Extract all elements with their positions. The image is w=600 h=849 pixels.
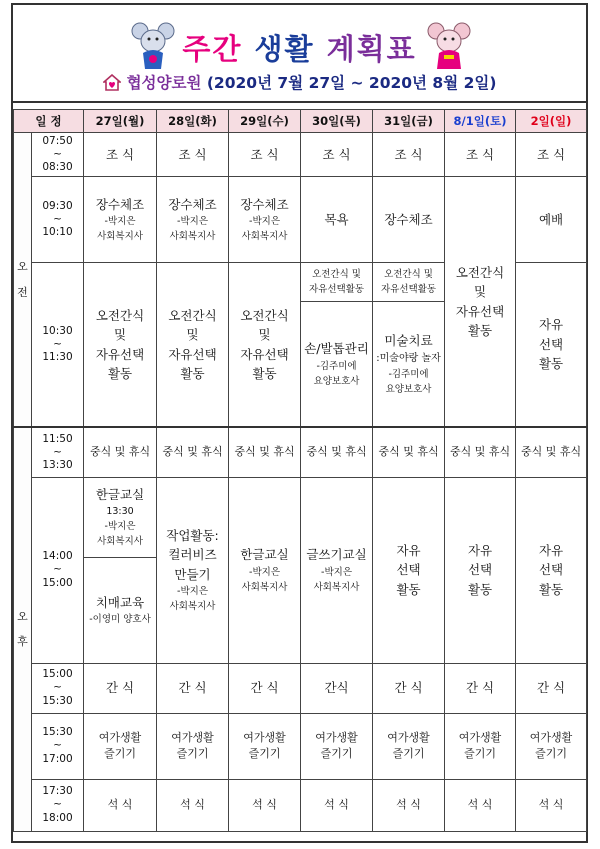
- title-part-2: 생활: [254, 32, 315, 66]
- time-start: 15:30: [42, 726, 73, 739]
- title-part-1: 주간: [182, 32, 243, 66]
- activity-line: 선택: [538, 562, 564, 578]
- day-header: 27일(월): [84, 110, 157, 133]
- staff-role: 사회복지사: [313, 581, 360, 593]
- time-sep: ~: [53, 147, 62, 160]
- page-title: [13, 27, 586, 68]
- am-label: [14, 133, 32, 428]
- lunch-cell: 중식 및 휴식: [373, 427, 445, 477]
- time-sep: ~: [53, 563, 62, 576]
- activity-line: 활동: [180, 365, 205, 381]
- day-header: 31일(금): [373, 110, 445, 133]
- am-label-char: 전: [17, 285, 28, 299]
- dementia-education-block: [84, 558, 156, 663]
- time-end: 10:10: [42, 226, 73, 239]
- date-range: (2020년 7월 27일 ~ 2020년 8월 2일): [206, 74, 497, 92]
- activity-title: 컬러비즈: [168, 547, 217, 563]
- korean-class-block: [84, 478, 156, 558]
- time-sep: ~: [53, 798, 62, 811]
- activity-line: 여가생활: [529, 731, 573, 745]
- activity-line: 자유선택활동: [308, 284, 365, 295]
- activity-line: 여가생활: [315, 731, 358, 745]
- am-snack-cell: [84, 263, 157, 428]
- snack-cell: 간 식: [229, 663, 301, 713]
- time-start: 07:50: [42, 134, 73, 147]
- am-label-char: 오: [17, 259, 28, 273]
- time-start: 10:30: [42, 324, 73, 337]
- lunch-cell: 중식 및 휴식: [84, 427, 157, 477]
- activity-line: 즐기기: [535, 747, 567, 760]
- dinner-cell: 석 식: [301, 779, 373, 831]
- staff-name: -김주미에: [316, 360, 357, 372]
- time-cell: [32, 477, 84, 663]
- schedule-frame: [11, 3, 588, 843]
- time-cell: [32, 177, 84, 263]
- am-snack-short: [373, 263, 444, 302]
- activity-title: 손/발톱관리: [304, 341, 369, 357]
- activity-line: 여가생활: [458, 731, 502, 745]
- day-header: 29일(수): [229, 110, 301, 133]
- org-name: 협성양로원: [126, 74, 202, 92]
- time-cell: [32, 263, 84, 428]
- activity-line: 및: [473, 284, 487, 300]
- dinner-cell: 석 식: [229, 779, 301, 831]
- activity-line: 자유선택: [455, 303, 505, 319]
- staff-name: -박지은: [104, 216, 136, 227]
- activity-line: 자유: [396, 542, 421, 558]
- activity-title: 글쓰기교실: [306, 547, 367, 563]
- leisure-cell: [229, 713, 301, 779]
- time-sep: ~: [53, 337, 62, 350]
- staff-role: 사회복지사: [169, 601, 216, 613]
- time-sep: ~: [53, 445, 62, 458]
- leisure-cell: [157, 713, 229, 779]
- lunch-cell: 중식 및 휴식: [229, 427, 301, 477]
- snack-cell: 간식: [301, 663, 373, 713]
- free-activity-cell: [445, 477, 516, 663]
- activity-line: 자유: [538, 542, 564, 558]
- staff-name: -박지은: [104, 521, 136, 533]
- staff-role: 요양보호사: [385, 383, 432, 395]
- activity-line: 오전간식: [455, 264, 505, 280]
- staff-name: -박지은: [249, 566, 280, 578]
- staff-name: -박지은: [177, 585, 208, 597]
- activity-line: 선택: [467, 562, 493, 578]
- row-lunch: [14, 427, 587, 477]
- dinner-cell: 석 식: [84, 779, 157, 831]
- free-activity-cell: [373, 477, 445, 663]
- staff-name: -박지은: [321, 566, 352, 578]
- activity-line: 여가생활: [243, 731, 286, 745]
- am-snack-cell: [157, 263, 229, 428]
- staff-role: 사회복지사: [241, 581, 288, 593]
- house-heart-icon: [103, 74, 121, 91]
- activity-title: 미술치료: [384, 333, 433, 349]
- dinner-cell: 석 식: [445, 779, 516, 831]
- am-snack-cell: [229, 263, 301, 428]
- friday-am-cell: [373, 263, 445, 428]
- activity-title: 한글교실: [95, 486, 145, 502]
- lunch-cell: 중식 및 휴식: [157, 427, 229, 477]
- activity-line: 즐기기: [464, 747, 496, 760]
- day-header: 28일(화): [157, 110, 229, 133]
- staff-name: -박지은: [249, 216, 280, 227]
- lunch-cell: 중식 및 휴식: [445, 427, 516, 477]
- activity-line: 자유: [467, 542, 493, 558]
- activity-line: 자유: [538, 317, 564, 333]
- snack-cell: 간 식: [516, 663, 587, 713]
- activity-subtitle: :미술야랑 놀자: [376, 352, 441, 364]
- activity-line: 여가생활: [171, 731, 214, 745]
- activity-line: 여가생활: [387, 731, 430, 745]
- care-block: [301, 302, 372, 426]
- time-end: 18:00: [42, 811, 73, 824]
- time-cell: [32, 713, 84, 779]
- worship-cell: 예배: [516, 177, 587, 263]
- thursday-am-cell: [301, 263, 373, 428]
- subtitle: [13, 71, 586, 93]
- dinner-cell: 석 식: [516, 779, 587, 831]
- time-end: 15:30: [42, 694, 73, 707]
- activity-line: 오전간식 및: [312, 268, 361, 280]
- leisure-cell: [445, 713, 516, 779]
- breakfast-cell: 조 식: [516, 133, 587, 177]
- staff-role: 사회복지사: [97, 231, 143, 243]
- snack-cell: 간 식: [157, 663, 229, 713]
- activity-title: 장수체조: [168, 196, 217, 212]
- activity-line: 오전간식 및: [384, 268, 433, 280]
- activity-line: 활동: [538, 356, 564, 372]
- time-end: 08:30: [42, 161, 73, 174]
- day-header-row: [14, 110, 587, 133]
- activity-title: 장수체조: [95, 196, 145, 212]
- activity-title: 한글교실: [240, 547, 289, 563]
- time-start: 17:30: [42, 785, 73, 798]
- row-snack: [14, 663, 587, 713]
- schedule-table: [13, 109, 587, 832]
- pm-label-char: 오: [17, 609, 28, 623]
- staff-name: -이영미 양호사: [89, 614, 151, 626]
- breakfast-cell: 조 식: [301, 133, 373, 177]
- breakfast-cell: 조 식: [84, 133, 157, 177]
- activity-line: 활동: [467, 322, 493, 338]
- thursday-pm-cell: [301, 477, 373, 663]
- monday-pm-cell: [84, 477, 157, 663]
- free-activity-cell: [516, 477, 587, 663]
- wednesday-pm-cell: [229, 477, 301, 663]
- row-leisure: [14, 713, 587, 779]
- activity-line: 활동: [467, 581, 493, 597]
- dinner-cell: 석 식: [373, 779, 445, 831]
- leisure-cell: [516, 713, 587, 779]
- activity-line: 활동: [396, 581, 421, 597]
- time-start: 14:00: [42, 550, 73, 563]
- time-cell: [32, 779, 84, 831]
- time-end: 11:30: [42, 351, 73, 364]
- activity-line: 오전간식: [240, 307, 289, 323]
- activity-line: 자유선택: [240, 346, 289, 362]
- time-end: 15:00: [42, 576, 73, 589]
- row-breakfast: [14, 133, 587, 177]
- time-end: 13:30: [42, 458, 73, 471]
- activity-line: 자유선택: [168, 346, 217, 362]
- activity-line: 선택: [396, 562, 421, 578]
- staff-role: 사회복지사: [97, 536, 143, 548]
- exercise-cell: 장수체조: [373, 177, 445, 263]
- exercise-cell: [84, 177, 157, 263]
- time-sep: ~: [53, 212, 62, 225]
- title-part-3: 계획표: [326, 32, 417, 66]
- day-header-sunday: 2일(일): [516, 110, 587, 133]
- activity-title: 장수체조: [240, 196, 289, 212]
- art-block: [373, 302, 444, 426]
- staff-name: -박지은: [177, 216, 208, 227]
- breakfast-cell: 조 식: [445, 133, 516, 177]
- exercise-cell: [229, 177, 301, 263]
- sunday-am-free-cell: [516, 263, 587, 428]
- activity-line: 활동: [538, 581, 564, 597]
- staff-name: -김주미에: [388, 368, 429, 380]
- am-snack-short: [301, 263, 372, 302]
- lunch-cell: 중식 및 휴식: [301, 427, 373, 477]
- breakfast-cell: 조 식: [373, 133, 445, 177]
- lunch-cell: 중식 및 휴식: [516, 427, 587, 477]
- tuesday-pm-cell: [157, 477, 229, 663]
- leisure-cell: [373, 713, 445, 779]
- snack-cell: 간 식: [445, 663, 516, 713]
- activity-line: 자유선택: [95, 346, 145, 362]
- staff-role: 요양보호사: [313, 375, 360, 387]
- activity-line: 오전간식: [168, 307, 217, 323]
- leisure-cell: [301, 713, 373, 779]
- snack-cell: 간 식: [84, 663, 157, 713]
- row-morning-1: [14, 177, 587, 263]
- pm-label-char: 후: [17, 635, 28, 649]
- leisure-cell: [84, 713, 157, 779]
- activity-time: 13:30: [106, 505, 134, 517]
- time-cell: [32, 133, 84, 177]
- time-sep: ~: [53, 681, 62, 694]
- activity-line: 즐기기: [248, 747, 281, 760]
- activity-title: 만들기: [174, 566, 211, 582]
- time-cell: [32, 427, 84, 477]
- activity-line: 즐기기: [320, 747, 353, 760]
- activity-line: 및: [258, 327, 271, 343]
- pm-label: [14, 427, 32, 831]
- staff-role: 사회복지사: [241, 231, 288, 243]
- activity-line: 즐기기: [104, 747, 136, 760]
- breakfast-cell: 조 식: [229, 133, 301, 177]
- activity-line: 선택: [538, 336, 564, 352]
- header: [13, 5, 586, 103]
- activity-title: 작업활동:: [166, 527, 219, 543]
- corner-cell: 일 정: [14, 110, 84, 133]
- activity-line: 여가생활: [98, 731, 142, 745]
- day-header: 30일(목): [301, 110, 373, 133]
- activity-title: 치매교육: [95, 594, 145, 610]
- time-end: 17:00: [42, 752, 73, 765]
- activity-line: 즐기기: [392, 747, 425, 760]
- activity-line: 자유선택활동: [380, 284, 437, 295]
- activity-line: 및: [186, 327, 199, 343]
- saturday-am-cell: [445, 177, 516, 428]
- row-afternoon: [14, 477, 587, 663]
- activity-line: 활동: [252, 365, 277, 381]
- row-dinner: [14, 779, 587, 831]
- staff-role: 사회복지사: [169, 231, 216, 243]
- time-cell: [32, 663, 84, 713]
- dinner-cell: 석 식: [157, 779, 229, 831]
- time-start: 11:50: [42, 432, 73, 445]
- exercise-cell: [157, 177, 229, 263]
- activity-line: 오전간식: [95, 307, 145, 323]
- activity-line: 활동: [107, 365, 133, 381]
- time-start: 15:00: [42, 668, 73, 681]
- snack-cell: 간 식: [373, 663, 445, 713]
- time-sep: ~: [53, 739, 62, 752]
- time-start: 09:30: [42, 199, 73, 212]
- breakfast-cell: 조 식: [157, 133, 229, 177]
- day-header-saturday: 8/1일(토): [445, 110, 516, 133]
- activity-line: 및: [113, 327, 127, 343]
- activity-line: 즐기기: [176, 747, 209, 760]
- bath-cell: 목욕: [301, 177, 373, 263]
